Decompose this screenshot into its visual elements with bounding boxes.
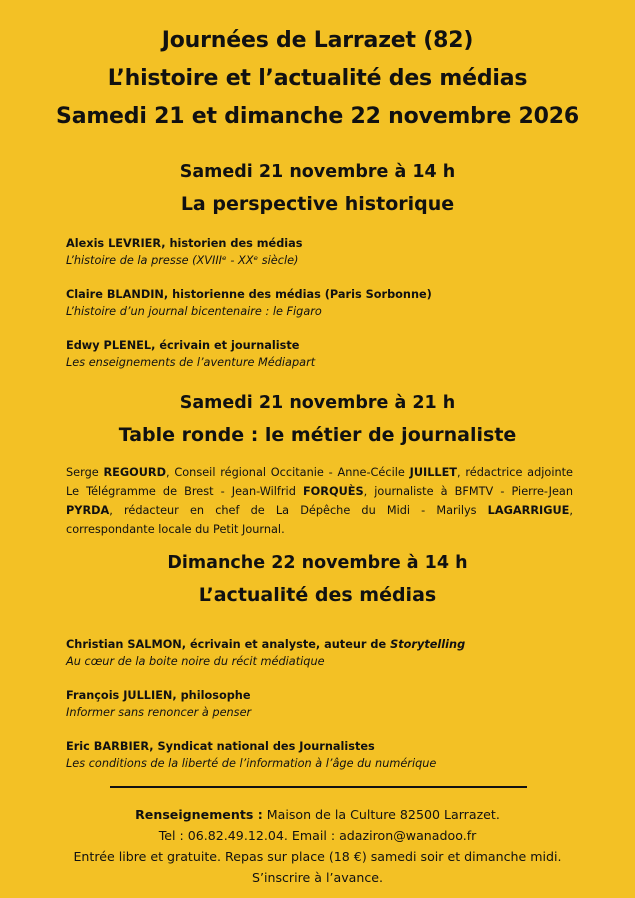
talk-topic: Les enseignements de l’aventure Médiapart: [66, 356, 316, 369]
speaker-name: Claire BLANDIN, historienne des médias (Paris Sorbonne): [66, 288, 432, 301]
book-title: Storytelling: [390, 638, 466, 651]
section3-title: L’actualité des médias: [198, 584, 437, 606]
panelist-name: FORQUÈS: [302, 485, 364, 498]
info-signup: S’inscrire à l’avance.: [251, 870, 384, 885]
event-dates: Samedi 21 et dimanche 22 novembre 2026: [56, 104, 579, 129]
talk-item: [66, 286, 586, 320]
talk-topic: L’histoire de la presse (XVIIIᵉ - XXᵉ siècle): [66, 254, 299, 267]
panelist-name: LAGARRIGUE: [487, 504, 570, 517]
section2-heading: [0, 387, 635, 451]
section1-heading: [0, 156, 635, 220]
talk-item: [66, 337, 586, 371]
talk-item: [66, 687, 586, 721]
section3-date: Dimanche 22 novembre à 14 h: [167, 553, 468, 573]
section1-title: La perspective historique: [180, 193, 455, 215]
talk-topic: Au cœur de la boite noire du récit médiatique: [66, 655, 325, 668]
speaker-name: François JULLIEN, philosophe: [66, 689, 251, 702]
speaker-name: Alexis LEVRIER, historien des médias: [66, 237, 303, 250]
speaker-name: Edwy PLENEL, écrivain et journaliste: [66, 339, 300, 352]
talk-item: [66, 235, 586, 269]
panelist-name: REGOURD: [103, 466, 167, 479]
divider: [110, 786, 527, 788]
talk-topic: L’histoire d’un journal bicentenaire : le Figaro: [66, 305, 322, 318]
panel-participants: Serge REGOURD, Conseil régional Occitanie - Anne-Cécile JUILLET, rédactrice adjointe Le Télégramme de Brest - Jean-Wilfrid FORQUÈS, journaliste à BFMTV - Pierre-Jean PYRDA, rédacteur en chef de La Dépêche du Midi - Marilys LAGARRIGUE, correspondante locale du Petit Journal.: [66, 466, 574, 536]
talk-topic: Informer sans renoncer à penser: [66, 706, 252, 719]
section2-date: Samedi 21 novembre à 21 h: [179, 393, 456, 413]
speaker-name: Christian SALMON, écrivain et analyste, auteur de Storytelling: [66, 638, 466, 651]
event-subtitle: L’histoire et l’actualité des médias: [107, 66, 528, 91]
talk-item: [66, 636, 586, 670]
section1-date: Samedi 21 novembre à 14 h: [179, 162, 456, 182]
event-title: Journées de Larrazet (82): [161, 28, 474, 53]
panelist-name: PYRDA: [66, 504, 110, 517]
talk-item: [66, 738, 586, 772]
poster-header: [0, 22, 635, 136]
info-entry: Entrée libre et gratuite. Repas sur place (18 €) samedi soir et dimanche midi.: [73, 849, 562, 864]
section3-heading: [0, 547, 635, 611]
info-block: [0, 804, 635, 888]
panelist-name: JUILLET: [409, 466, 458, 479]
talk-topic: Les conditions de la liberté de l’information à l’âge du numérique: [66, 757, 437, 770]
info-label: Renseignements :: [135, 807, 263, 822]
speaker-name: Eric BARBIER, Syndicat national des Journalistes: [66, 740, 375, 753]
section2-title: Table ronde : le métier de journaliste: [118, 424, 517, 446]
info-address: Renseignements : Maison de la Culture 82500 Larrazet.: [135, 807, 500, 822]
info-contact: Tel : 06.82.49.12.04. Email : adaziron@wanadoo.fr: [158, 828, 477, 843]
